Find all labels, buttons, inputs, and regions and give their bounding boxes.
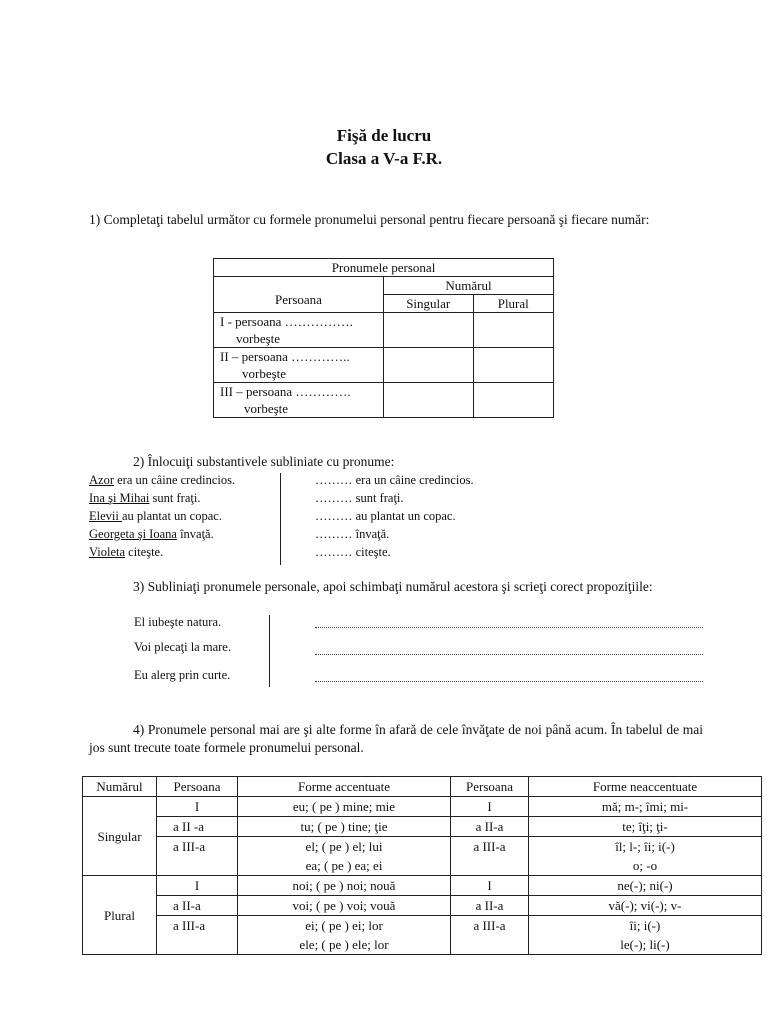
answer-cell[interactable] <box>383 348 473 383</box>
answer-cell[interactable] <box>473 313 554 348</box>
exercise-2-sentence: Elevii au plantat un copac. <box>89 509 222 523</box>
table-cell: a III-a <box>451 837 529 876</box>
answer-line[interactable] <box>315 627 703 628</box>
table-cell: I <box>157 797 238 817</box>
exercise-2-sentence: Azor era un câine credincios. <box>89 473 236 487</box>
table-cell: a II -a <box>157 817 238 837</box>
exercise-3-text: 3) Subliniaţi pronumele personale, apoi schimbaţi numărul acestora şi scrieţi corect propoziţiile: <box>133 579 653 594</box>
table-cell: îl; l-; îi; i(-) o; -o <box>529 837 762 876</box>
table-cell: tu; ( pe ) tine; ţie <box>238 817 451 837</box>
exercise-2-sentence: Georgeta şi Ioana învaţă. <box>89 527 214 541</box>
exercise-2-block <box>89 471 709 566</box>
exercise-3-sentence: El iubeşte natura. <box>134 615 222 629</box>
table-cell: I <box>451 876 529 896</box>
exercise-2-answer[interactable]: ……… citeşte. <box>315 545 391 559</box>
exercise-2-answer[interactable]: ……… învaţă. <box>315 527 390 541</box>
exercise-3-sentence: Voi plecaţi la mare. <box>134 640 231 654</box>
table-row-person-1: I - persoana ……………. vorbeşte <box>214 313 384 348</box>
exercise-2-answer[interactable]: ……… au plantat un copac. <box>315 509 456 523</box>
header-forme-accentuate: Forme accentuate <box>238 777 451 797</box>
exercise-2-sentence: Violeta citeşte. <box>89 545 164 559</box>
group-singular: Singular <box>83 797 157 876</box>
header-numarul: Numărul <box>383 277 553 295</box>
exercise-4-table <box>82 776 762 955</box>
exercise-4-text: 4) Pronumele personal mai are şi alte forme în afară de cele învăţate de noi până acum. În tabelul de mai jos sunt trecute toate formele pronumelui personal. <box>89 722 703 755</box>
page-subtitle: Clasa a V-a F.R. <box>325 149 443 168</box>
header-forme-neaccentuate: Forme neaccentuate <box>529 777 762 797</box>
table-cell: a III-a <box>157 916 238 955</box>
exercise-1-text: 1) Completaţi tabelul următor cu formele pronumelui personal pentru fiecare persoană şi fiecare număr: <box>89 212 650 227</box>
table-cell: a II-a <box>451 817 529 837</box>
table-cell: îi; i(-) le(-); li(-) <box>529 916 762 955</box>
table-cell: a II-a <box>451 896 529 916</box>
exercise-2-answer[interactable]: ……… era un câine credincios. <box>315 473 474 487</box>
answer-cell[interactable] <box>383 313 473 348</box>
table-cell: ne(-); ni(-) <box>529 876 762 896</box>
divider-line <box>280 473 281 565</box>
table-cell: te; îţi; ţi- <box>529 817 762 837</box>
table-cell: vă(-); vi(-); v- <box>529 896 762 916</box>
answer-line[interactable] <box>315 681 703 682</box>
answer-cell[interactable] <box>473 348 554 383</box>
table-cell: mă; m-; îmi; mi- <box>529 797 762 817</box>
table-row-person-2: II – persoana ………….. vorbeşte <box>214 348 384 383</box>
divider-line <box>269 615 270 687</box>
table-cell: I <box>157 876 238 896</box>
header-persoana-2: Persoana <box>451 777 529 797</box>
table-title: Pronumele personal <box>214 259 554 277</box>
table-cell: noi; ( pe ) noi; nouă <box>238 876 451 896</box>
answer-line[interactable] <box>315 654 703 655</box>
table-cell: I <box>451 797 529 817</box>
table-cell: a II-a <box>157 896 238 916</box>
header-plural: Plural <box>473 295 554 313</box>
table-cell: el; ( pe ) el; lui ea; ( pe ) ea; ei <box>238 837 451 876</box>
page-title: Fişă de lucru <box>336 126 432 145</box>
exercise-3-block <box>0 612 768 692</box>
header-persoana: Persoana <box>157 777 238 797</box>
exercise-3-sentence: Eu alerg prin curte. <box>134 668 231 682</box>
exercise-2-sentence: Ina şi Mihai sunt fraţi. <box>89 491 201 505</box>
table-cell: voi; ( pe ) voi; vouă <box>238 896 451 916</box>
header-persoana: Persoana <box>214 277 384 313</box>
exercise-2-text: 2) Înlocuiţi substantivele subliniate cu pronume: <box>133 454 395 469</box>
header-numarul: Numărul <box>83 777 157 797</box>
group-plural: Plural <box>83 876 157 955</box>
exercise-1-table <box>213 258 554 418</box>
header-singular: Singular <box>383 295 473 313</box>
table-row-person-3: III – persoana …………. vorbeşte <box>214 383 384 418</box>
table-cell: ei; ( pe ) ei; lor ele; ( pe ) ele; lor <box>238 916 451 955</box>
table-cell: a III-a <box>157 837 238 876</box>
table-cell: eu; ( pe ) mine; mie <box>238 797 451 817</box>
table-cell: a III-a <box>451 916 529 955</box>
answer-cell[interactable] <box>383 383 473 418</box>
answer-cell[interactable] <box>473 383 554 418</box>
exercise-2-answer[interactable]: ……… sunt fraţi. <box>315 491 404 505</box>
